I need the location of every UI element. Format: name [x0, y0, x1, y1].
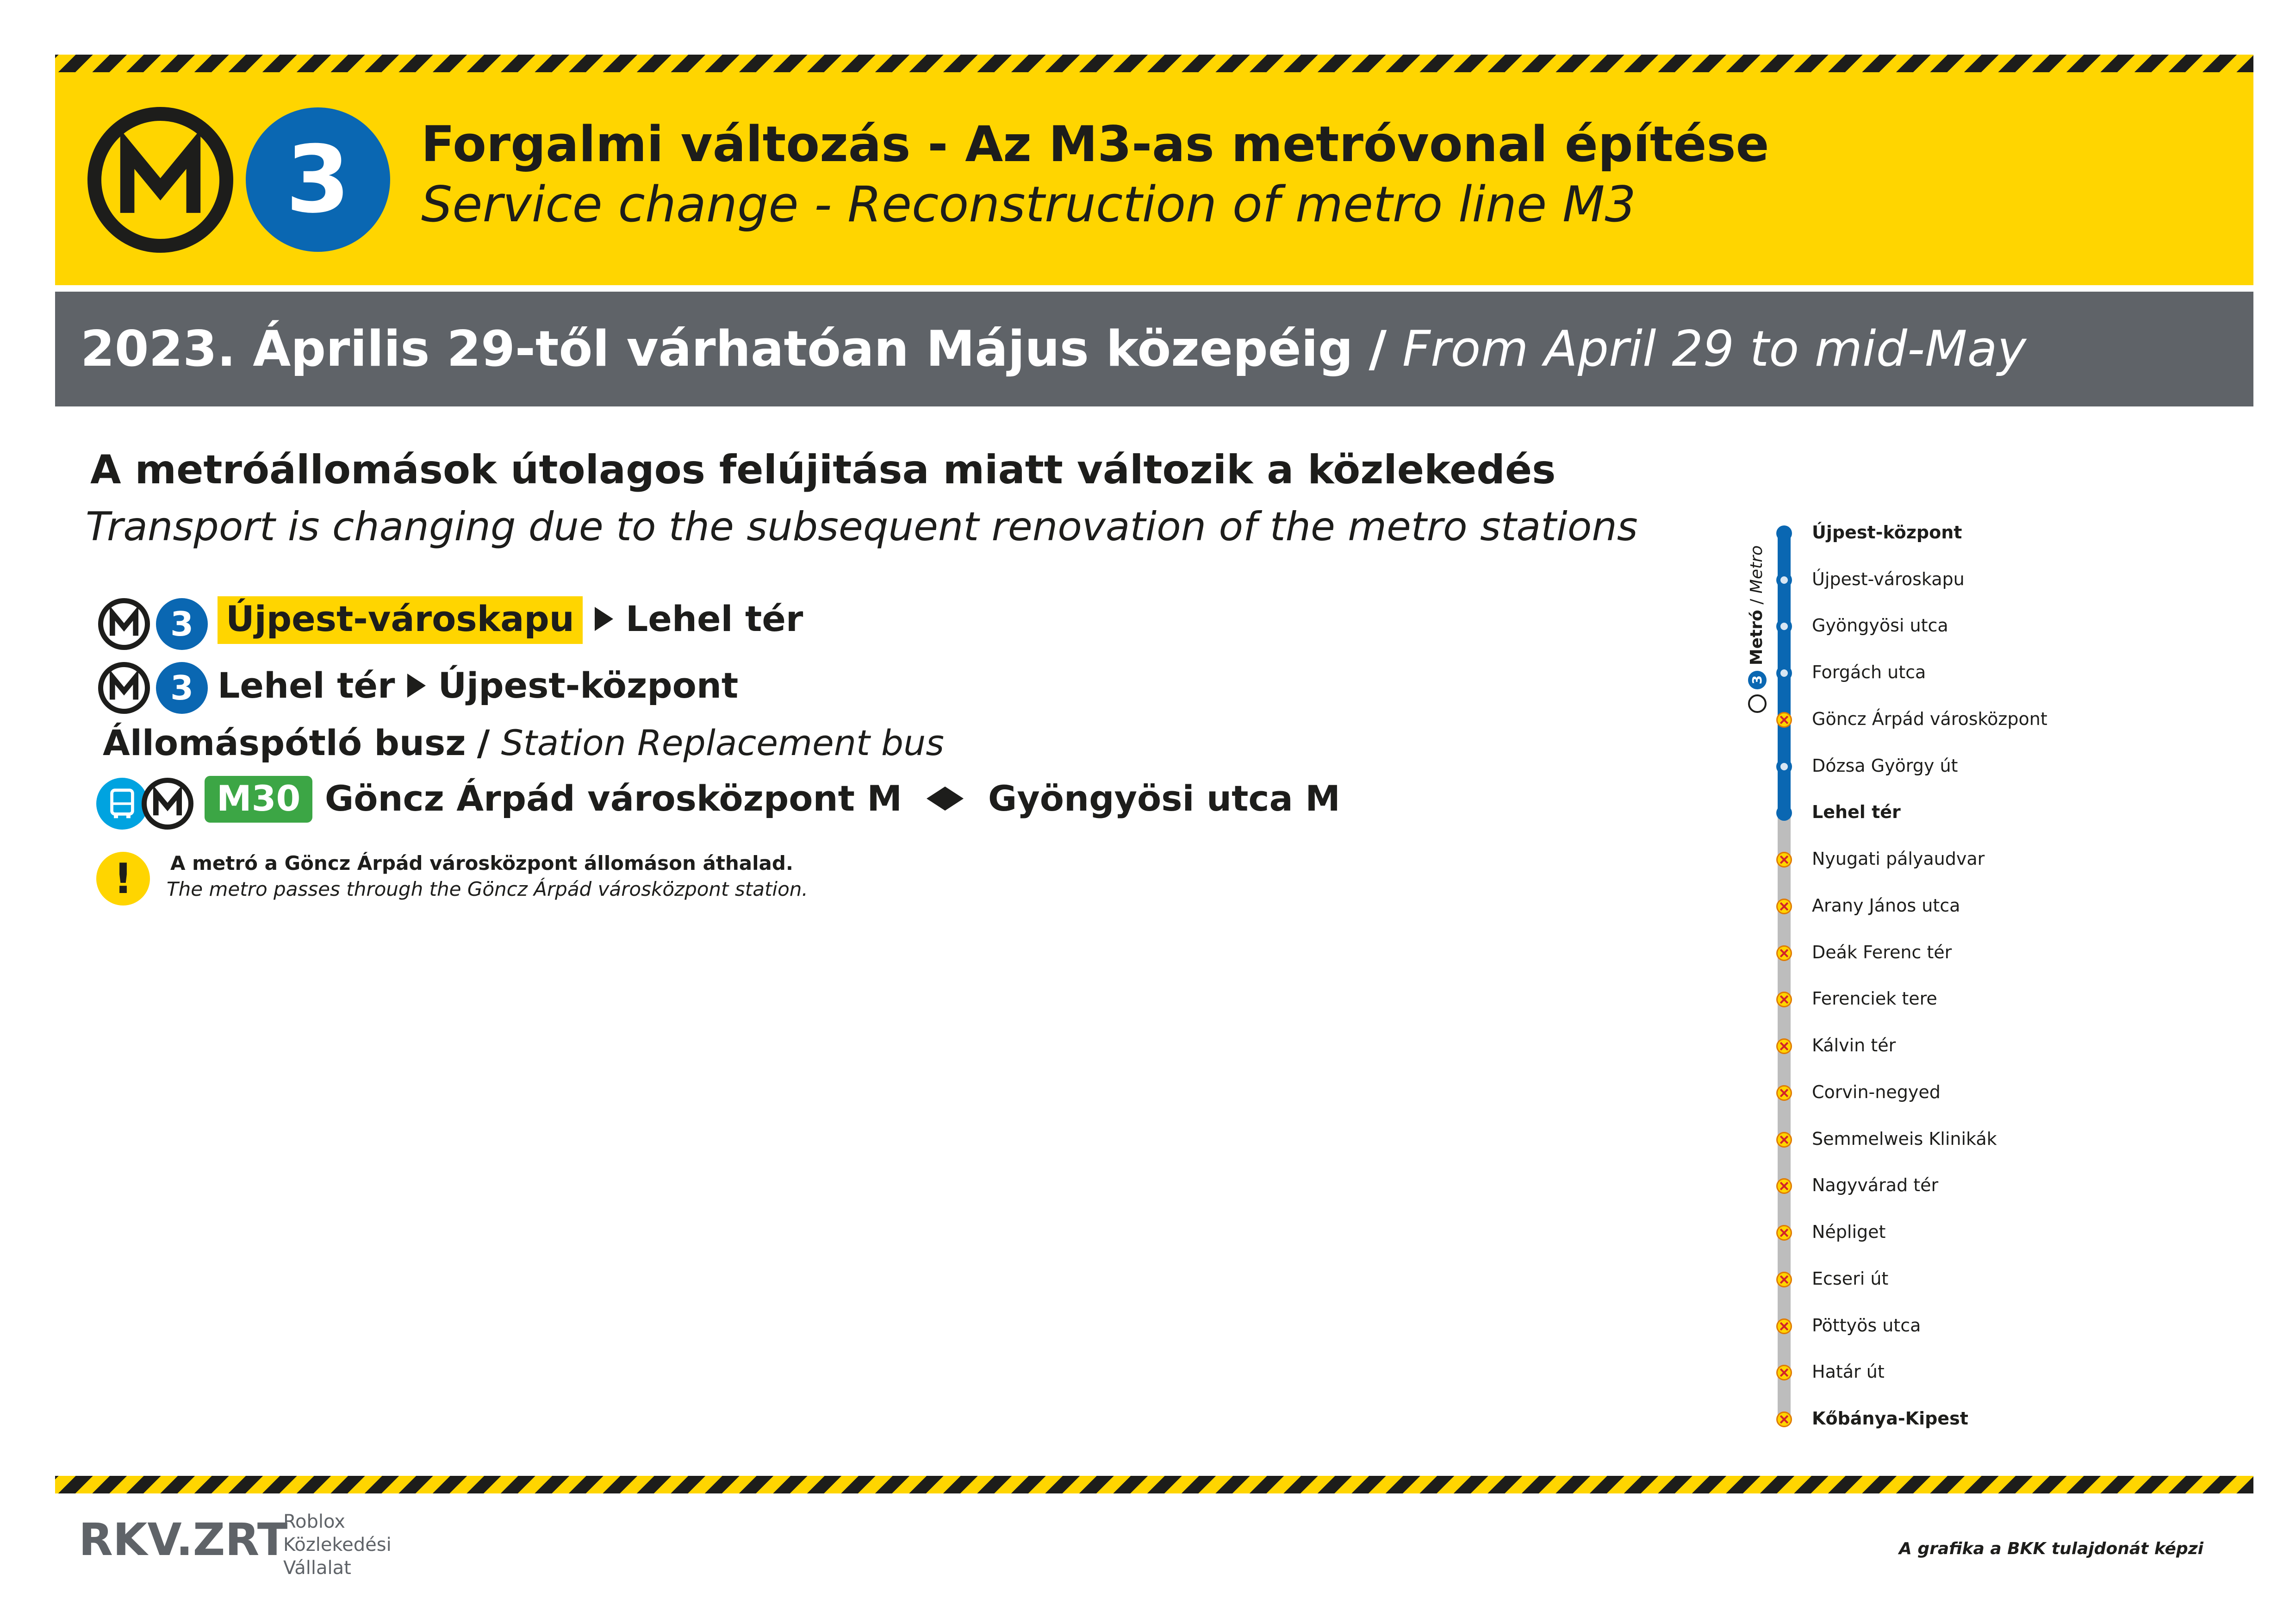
- station-marker-icon: [1776, 665, 1792, 681]
- arrow-right-icon: [595, 607, 613, 631]
- line-3-badge: 3: [246, 107, 390, 252]
- station-label: Semmelweis Klinikák: [1812, 1128, 1997, 1149]
- station-label: Nyugati pályaudvar: [1812, 849, 1985, 869]
- line-3-badge-small: 3: [156, 598, 208, 650]
- metro-logo-tiny-icon: [1748, 694, 1767, 713]
- bus-icon: [96, 778, 148, 830]
- org-name: [283, 1510, 392, 1580]
- station-marker-icon: [1776, 1085, 1792, 1101]
- org-name-line-2: Közlekedési: [283, 1534, 392, 1555]
- route-row-2: [218, 665, 738, 706]
- station-marker-icon: [1776, 899, 1792, 914]
- station-label: Határ út: [1812, 1362, 1885, 1382]
- metro-logo-small-icon: [142, 778, 193, 830]
- replacement-label: [103, 722, 944, 763]
- station-label: Deák Ferenc tér: [1812, 942, 1952, 962]
- replacement-separator: /: [477, 722, 490, 763]
- station-marker-icon: [1776, 852, 1792, 868]
- station-marker-icon: [1776, 1225, 1792, 1241]
- station-label: Arany János utca: [1812, 895, 1960, 916]
- station-marker-icon: [1776, 759, 1792, 775]
- title-en: Service change - Reconstruction of metro line M3: [421, 176, 1636, 233]
- org-name-line-3: Vállalat: [283, 1557, 351, 1579]
- intro-hu: A metróállomások útolagos felújitása miatt változik a közlekedés: [90, 447, 1556, 493]
- arrow-right-icon: [945, 787, 964, 811]
- date-hu: 2023. Április 29-től várhatóan Május közepéig: [81, 320, 1353, 377]
- metro-logo-small-icon: [98, 598, 150, 650]
- replacement-row: [205, 778, 1340, 819]
- rkv-logo: RKV.ZRT: [79, 1514, 288, 1566]
- title-hu: Forgalmi változás - Az M3-as metróvonal építése: [421, 116, 1769, 173]
- replacement-from: Göncz Árpád városközpont M: [324, 778, 902, 819]
- credit-text: A grafika a BKK tulajdonát képzi: [1898, 1539, 2203, 1558]
- station-label: Corvin-negyed: [1812, 1081, 1941, 1102]
- station-marker-icon: [1776, 945, 1792, 961]
- metro-logo-icon: [87, 107, 233, 253]
- bus-number-badge: M30: [205, 776, 312, 823]
- station-label: Újpest-központ: [1812, 522, 1962, 543]
- date-band: [55, 292, 2253, 406]
- note-en: The metro passes through the Göncz Árpád városközpont station.: [167, 878, 808, 900]
- line-3-badge-small: 3: [156, 662, 208, 714]
- date-line: [81, 320, 2026, 377]
- station-marker-icon: [1776, 1318, 1792, 1334]
- station-marker-icon: [1776, 712, 1792, 728]
- station-marker-icon: [1776, 572, 1792, 588]
- route-row-1: [218, 598, 803, 639]
- arrow-right-icon: [407, 674, 426, 698]
- line-map-label-sep: /: [1747, 599, 1766, 605]
- route-1-from: Újpest-városkapu: [218, 596, 583, 644]
- line-map-line-badge: 3: [1748, 671, 1767, 689]
- route-1-to: Lehel tér: [625, 598, 803, 639]
- hazard-stripe-top: [55, 55, 2253, 72]
- station-marker-icon: [1776, 1412, 1792, 1427]
- intro-en: Transport is changing due to the subsequent renovation of the metro stations: [86, 504, 1638, 550]
- route-2-from: Lehel tér: [218, 665, 395, 706]
- warning-icon: !: [96, 852, 150, 906]
- station-marker-icon: [1776, 525, 1792, 541]
- station-marker-icon: [1776, 1132, 1792, 1148]
- date-separator: /: [1369, 320, 1387, 377]
- replacement-label-en: Station Replacement bus: [501, 722, 944, 763]
- org-name-line-1: Roblox: [283, 1511, 345, 1532]
- note-hu: A metró a Göncz Árpád városközpont állomáson áthalad.: [170, 852, 793, 874]
- line-map-label-hu: Metró: [1747, 610, 1766, 666]
- station-marker-icon: [1776, 1038, 1792, 1054]
- station-label: Kőbánya-Kipest: [1812, 1408, 1968, 1429]
- station-label: Ferenciek tere: [1812, 988, 1937, 1009]
- date-en: From April 29 to mid-May: [1402, 320, 2027, 377]
- station-label: Göncz Árpád városközpont: [1812, 708, 2047, 729]
- station-label: Forgách utca: [1812, 662, 1926, 683]
- station-marker-icon: [1776, 1365, 1792, 1380]
- replacement-to: Gyöngyösi utca M: [988, 778, 1340, 819]
- station-label: Újpest-városkapu: [1812, 568, 1965, 589]
- hazard-stripe-bottom: [55, 1476, 2253, 1493]
- line-map-label-en: Metro: [1747, 545, 1766, 594]
- station-label: Népliget: [1812, 1222, 1886, 1243]
- replacement-label-hu: Állomáspótló busz: [103, 722, 466, 763]
- line-map: [1731, 509, 2240, 1435]
- metro-logo-small-icon: [98, 662, 150, 714]
- station-label: Dózsa György út: [1812, 755, 1958, 776]
- station-marker-icon: [1776, 1272, 1792, 1287]
- station-label: Ecseri út: [1812, 1268, 1889, 1289]
- station-label: Lehel tér: [1812, 802, 1901, 823]
- station-label: Nagyvárad tér: [1812, 1175, 1939, 1196]
- station-label: Pöttyös utca: [1812, 1315, 1921, 1336]
- arrow-left-icon: [927, 787, 945, 811]
- station-label: Gyöngyösi utca: [1812, 615, 1948, 636]
- station-label: Kálvin tér: [1812, 1035, 1896, 1056]
- route-2-to: Újpest-központ: [438, 665, 739, 706]
